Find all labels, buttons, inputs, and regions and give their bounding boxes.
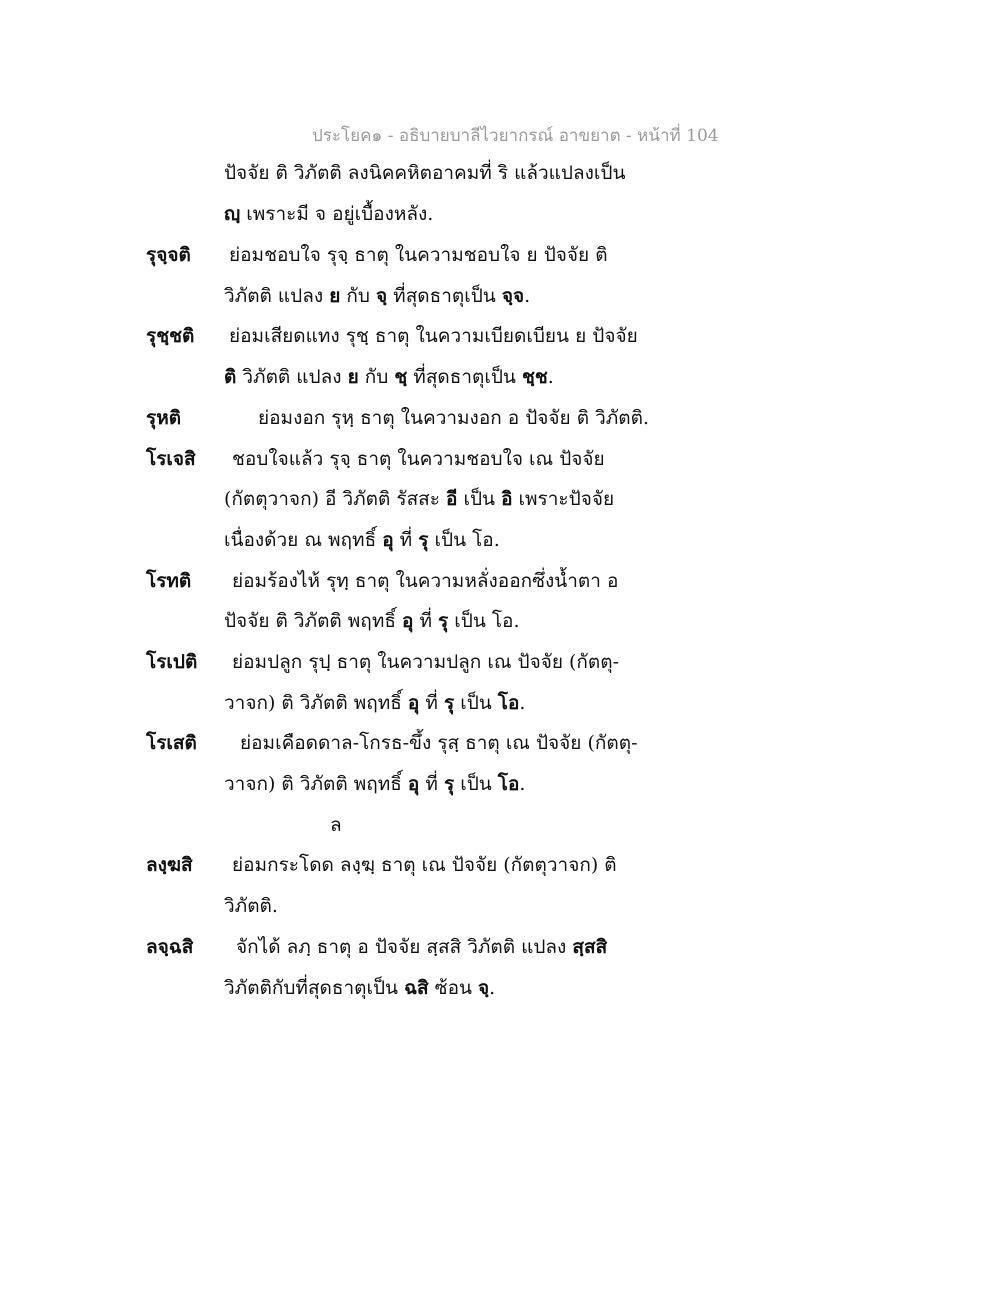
entry-3-line-0 — [258, 405, 649, 431]
bold-term: รุ — [443, 692, 455, 714]
entry-4-line-0 — [232, 446, 605, 472]
text-segment: ย่อมกระโดด ลงฺฆฺ ธาตุ เณ ปัจจัย (กัตตุวาจก) ติ — [232, 854, 617, 876]
bold-term: ชฺ — [394, 366, 408, 388]
text-segment: ย่อมร้องไห้ รุทฺ ธาตุ ในความหลั่งออกซึ่งน้ำตา อ — [232, 570, 619, 592]
text-segment: วิภัตติ. — [224, 895, 278, 917]
headword: ลงฺฆสิ — [146, 854, 193, 876]
bold-term: ญฺ — [224, 203, 241, 225]
text-segment: เป็น โอ. — [448, 610, 520, 632]
headword: โรเปติ — [146, 651, 198, 673]
bold-term: จฺจ — [501, 285, 525, 307]
entry-9-line-0 — [236, 934, 607, 960]
entry-8-line-1 — [224, 893, 278, 919]
text-segment: (กัตตุวาจก) อี วิภัตติ รัสสะ — [224, 488, 447, 510]
text-segment: เป็น — [457, 488, 502, 510]
entry-4-line-2 — [224, 527, 500, 553]
entry-5-line-1 — [224, 608, 520, 634]
text-segment: เป็น โอ. — [428, 529, 500, 551]
bold-term: รุ — [438, 610, 449, 632]
bold-term: จฺ — [375, 285, 388, 307]
text-segment: ที่ — [419, 773, 444, 795]
text-segment: . — [524, 285, 531, 307]
bold-term: ติ — [224, 366, 237, 388]
entry-1-line-0 — [229, 242, 608, 268]
text-segment: วาจก) ติ วิภัตติ พฤทธิ์ — [224, 773, 408, 795]
entry-6-line-1 — [224, 690, 525, 716]
text-segment: ที่สุดธาตุเป็น — [387, 285, 502, 307]
bold-term: โอ — [497, 692, 520, 714]
entry-9-line-1 — [224, 975, 495, 1001]
text-segment: กับ — [358, 366, 395, 388]
entry-8-line-0 — [232, 852, 617, 878]
bold-term: รุ — [443, 773, 455, 795]
entry-6-line-0 — [232, 649, 619, 675]
text-segment: . — [519, 692, 526, 714]
headword: ลจฺฉสิ — [146, 936, 194, 958]
text-segment: เพราะมี จ อยู่เบื้องหลัง. — [240, 203, 434, 225]
headword: รุหติ — [146, 407, 182, 429]
bold-term: รุ — [418, 529, 429, 551]
text-segment: วิภัตติกับที่สุดธาตุเป็น — [224, 977, 405, 999]
entry-7-line-1 — [224, 771, 525, 797]
bold-term: อิ — [501, 488, 513, 510]
bold-term: ย — [347, 366, 359, 388]
text-segment: ย่อมชอบใจ รุจฺ ธาตุ ในความชอบใจ ย ปัจจัย ติ — [229, 244, 608, 266]
entry-5-line-0 — [232, 568, 618, 594]
text-segment: จักได้ ลภฺ ธาตุ อ ปัจจัย สฺสสิ วิภัตติ แปลง — [236, 936, 573, 958]
bold-term: อุ — [401, 610, 414, 632]
bold-term: โอ — [497, 773, 520, 795]
bold-term: อุ — [382, 529, 394, 551]
text-segment: ที่ — [413, 610, 439, 632]
bold-term: อุ — [407, 773, 420, 795]
text-segment: ที่ — [419, 692, 444, 714]
text-segment: กับ — [340, 285, 376, 307]
entry-2-line-1 — [224, 364, 554, 390]
text-segment: ย่อมเสียดแทง รุชฺ ธาตุ ในความเบียดเบียน ย ปัจจัย — [229, 325, 638, 347]
bold-term: ย — [329, 285, 341, 307]
text-segment: ปัจจัย ติ วิภัตติ พฤทธิ์ — [224, 610, 402, 632]
text-segment: . — [519, 773, 526, 795]
headword: โรเสติ — [146, 732, 197, 754]
text-segment: เพราะปัจจัย — [512, 488, 615, 510]
text-segment: ย่อมงอก รุหฺ ธาตุ ในความงอก อ ปัจจัย ติ วิภัตติ. — [258, 407, 650, 429]
headword: โรเจสิ — [146, 448, 196, 470]
text-segment: ซ้อน — [428, 977, 479, 999]
entry-1-line-1 — [224, 283, 530, 309]
text-segment: เป็น — [454, 773, 498, 795]
text-segment: ที่สุดธาตุเป็น — [407, 366, 522, 388]
text-segment: ปัจจัย ติ วิภัตติ ลงนิคคหิตอาคมที่ ริ แล้วแปลงเป็น — [224, 162, 626, 184]
bold-term: สฺสสิ — [572, 936, 608, 958]
text-segment: ที่ — [393, 529, 419, 551]
entry-0-line-1 — [224, 201, 433, 227]
text-segment: ย่อมเคือดดาล-โกรธ-ขึ้ง รุสฺ ธาตุ เณ ปัจจัย (กัตตุ- — [240, 732, 638, 754]
entry-2-line-0 — [229, 323, 638, 349]
page-header: ประโยค๑ - อธิบายบาลีไวยากรณ์ อาขยาต - หน้าที่ 104 — [312, 126, 719, 146]
entry-7-line-0 — [240, 730, 638, 756]
text-segment: วิภัตติ แปลง — [236, 366, 348, 388]
text-segment: ย่อมปลูก รุปฺ ธาตุ ในความปลูก เณ ปัจจัย (กัตตุ- — [232, 651, 620, 673]
text-segment: วาจก) ติ วิภัตติ พฤทธิ์ — [224, 692, 408, 714]
text-segment: เนื่องด้วย ณ พฤทธิ์ — [224, 529, 383, 551]
bold-term: จฺ — [478, 977, 490, 999]
text-segment: . — [547, 366, 554, 388]
bold-term: อุ — [407, 692, 420, 714]
text-segment: ชอบใจแล้ว รุจฺ ธาตุ ในความชอบใจ เณ ปัจจัย — [232, 448, 605, 470]
bold-term: ฉสิ — [404, 977, 429, 999]
entry-4-line-1 — [224, 486, 614, 512]
headword: รุชฺชติ — [146, 325, 195, 347]
headword: รุจฺจติ — [146, 244, 191, 266]
headword: โรทติ — [146, 570, 192, 592]
text-segment: เป็น — [454, 692, 498, 714]
section-letter: ล — [330, 814, 342, 836]
text-segment: วิภัตติ แปลง — [224, 285, 330, 307]
text-segment: . — [489, 977, 496, 999]
bold-term: ชฺช — [521, 366, 548, 388]
entry-0-line-0 — [224, 160, 625, 186]
bold-term: อี — [446, 488, 458, 510]
